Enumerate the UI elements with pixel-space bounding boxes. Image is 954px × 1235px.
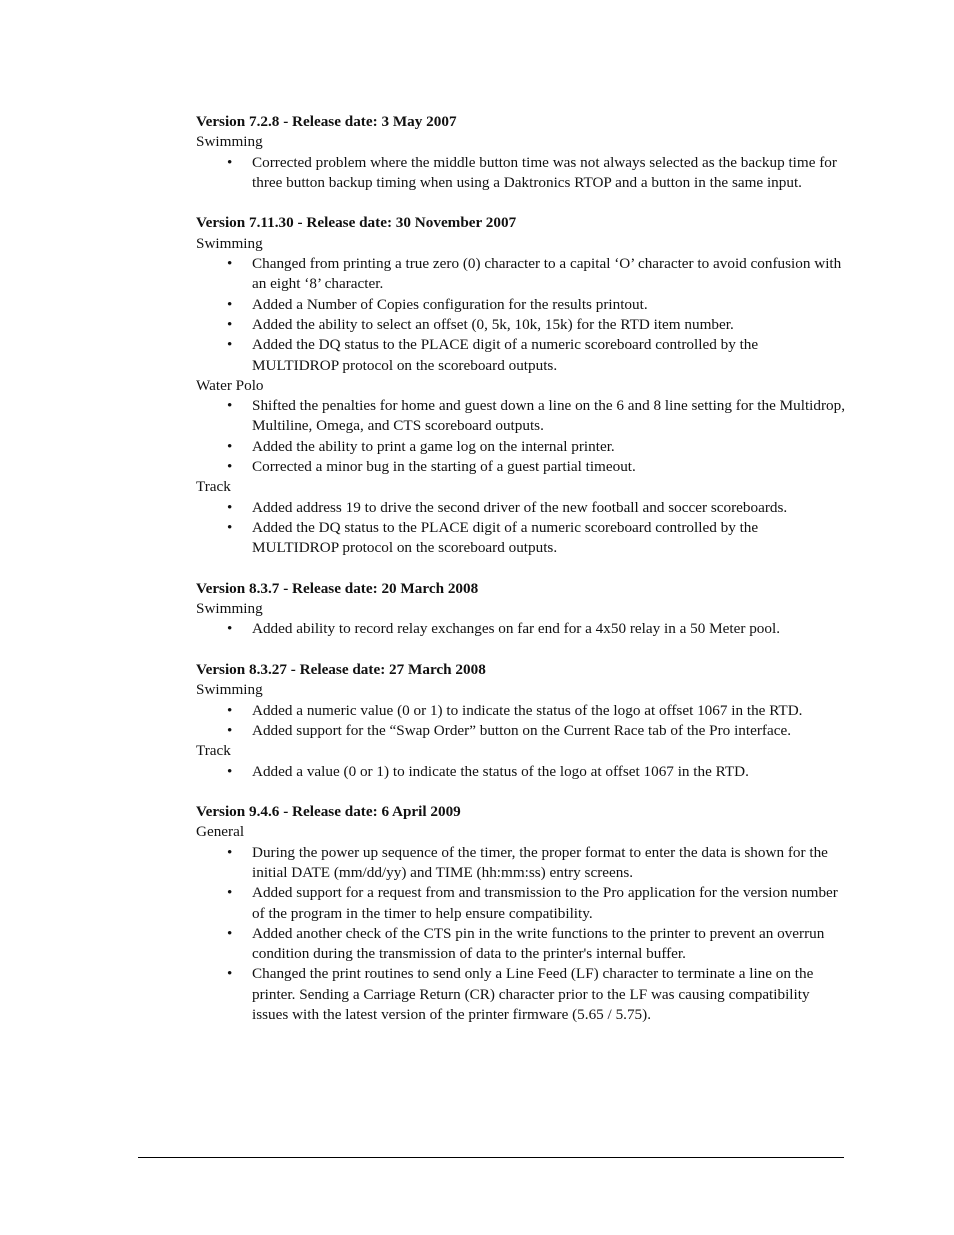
item-text: Added the ability to print a game log on the internal printer. bbox=[252, 437, 615, 455]
list-item bbox=[196, 843, 846, 884]
bullet-icon: • bbox=[227, 965, 233, 983]
version-block bbox=[196, 213, 846, 558]
version-title: Version 7.2.8 - Release date: 3 May 2007 bbox=[196, 113, 457, 130]
item-text: Added a value (0 or 1) to indicate the status of the logo at offset 1067 in the RTD. bbox=[252, 762, 749, 780]
list-item bbox=[196, 619, 846, 639]
item-text: Added ability to record relay exchanges on far end for a 4x50 relay in a 50 Meter pool. bbox=[252, 620, 780, 638]
item-text: Corrected a minor bug in the starting of a guest partial timeout. bbox=[252, 458, 636, 476]
list-item bbox=[196, 924, 846, 965]
bullet-icon: • bbox=[227, 255, 233, 273]
list-item bbox=[196, 518, 846, 559]
change-list bbox=[196, 701, 846, 742]
bullet-icon: • bbox=[227, 518, 233, 536]
version-block bbox=[196, 579, 846, 640]
list-item bbox=[196, 883, 846, 924]
release-notes bbox=[196, 112, 846, 1046]
change-list bbox=[196, 498, 846, 559]
sport-heading: Swimming bbox=[196, 681, 263, 699]
version-block bbox=[196, 112, 846, 193]
change-list bbox=[196, 153, 846, 194]
bullet-icon: • bbox=[227, 315, 233, 333]
item-text: Shifted the penalties for home and guest down a line on the 6 and 8 line setting for the Multidrop, Multiline, Omega, and CTS scoreboard outputs. bbox=[252, 397, 846, 435]
sport-heading: Water Polo bbox=[196, 376, 264, 394]
change-list bbox=[196, 619, 846, 639]
sport-heading: Swimming bbox=[196, 600, 263, 618]
sport-heading: Swimming bbox=[196, 234, 263, 252]
sport-heading: Swimming bbox=[196, 133, 263, 151]
item-text: Added another check of the CTS pin in the write functions to the printer to prevent an overrun condition during the transmission of data to the printer's internal buffer. bbox=[252, 924, 825, 963]
list-item bbox=[196, 762, 846, 782]
list-item bbox=[196, 721, 846, 741]
item-text: Added the DQ status to the PLACE digit of a numeric scoreboard controlled by the MULTIDROP protocol on the scoreboard outputs. bbox=[252, 518, 759, 557]
version-block bbox=[196, 660, 846, 782]
bullet-icon: • bbox=[227, 721, 233, 739]
version-title: Version 7.11.30 - Release date: 30 November 2007 bbox=[196, 214, 517, 232]
version-title: Version 9.4.6 - Release date: 6 April 2009 bbox=[196, 803, 461, 821]
bullet-icon: • bbox=[227, 295, 233, 313]
item-text: Changed from printing a true zero (0) character to a capital ‘O’ character to avoid confusion with an eight ‘8’ character. bbox=[252, 255, 842, 293]
list-item bbox=[196, 153, 846, 194]
change-list bbox=[196, 396, 846, 477]
item-text: Added support for a request from and transmission to the Pro application for the version number of the program in the timer to help ensure compatibility. bbox=[252, 884, 838, 922]
item-text: Added address 19 to drive the second driver of the new football and soccer scoreboards. bbox=[252, 498, 788, 516]
list-item bbox=[196, 498, 846, 518]
list-item bbox=[196, 315, 846, 335]
list-item bbox=[196, 254, 846, 295]
item-text: Added a numeric value (0 or 1) to indicate the status of the logo at offset 1067 in the RTD. bbox=[252, 701, 803, 719]
item-text: Added the DQ status to the PLACE digit of a numeric scoreboard controlled by the MULTIDROP protocol on the scoreboard outputs. bbox=[252, 336, 759, 374]
sport-heading: General bbox=[196, 823, 245, 841]
bullet-icon: • bbox=[227, 701, 233, 719]
version-block bbox=[196, 802, 846, 1025]
list-item bbox=[196, 964, 846, 1025]
item-text: Added a Number of Copies configuration for the results printout. bbox=[252, 295, 648, 313]
list-item bbox=[196, 295, 846, 315]
change-list bbox=[196, 762, 846, 782]
version-title: Version 8.3.27 - Release date: 27 March 2008 bbox=[196, 661, 486, 679]
footer-rule bbox=[138, 1157, 844, 1158]
change-list bbox=[196, 254, 846, 376]
sport-heading: Track bbox=[196, 742, 231, 760]
item-text: During the power up sequence of the timer, the proper format to enter the data is shown for the initial DATE (mm/dd/yy) and TIME (hh:mm:ss) entry screens. bbox=[252, 843, 828, 881]
bullet-icon: • bbox=[227, 153, 233, 171]
bullet-icon: • bbox=[227, 924, 233, 942]
bullet-icon: • bbox=[227, 437, 233, 455]
bullet-icon: • bbox=[227, 762, 233, 780]
item-text: Added support for the “Swap Order” button on the Current Race tab of the Pro interface. bbox=[252, 721, 791, 739]
bullet-icon: • bbox=[227, 843, 233, 861]
version-title: Version 8.3.7 - Release date: 20 March 2008 bbox=[196, 579, 479, 597]
bullet-icon: • bbox=[227, 458, 233, 476]
list-item bbox=[196, 335, 846, 376]
bullet-icon: • bbox=[227, 498, 233, 516]
change-list bbox=[196, 843, 846, 1026]
item-text: Added the ability to select an offset (0, 5k, 10k, 15k) for the RTD item number. bbox=[252, 315, 734, 333]
sport-heading: Track bbox=[196, 478, 231, 496]
bullet-icon: • bbox=[227, 884, 233, 902]
bullet-icon: • bbox=[227, 336, 233, 354]
list-item bbox=[196, 457, 846, 477]
list-item bbox=[196, 396, 846, 437]
bullet-icon: • bbox=[227, 620, 233, 638]
list-item bbox=[196, 437, 846, 457]
list-item bbox=[196, 701, 846, 721]
item-text: Corrected problem where the middle button time was not always selected as the backup time for three button backup timing when using a Daktronics RTOP and a button in the same input. bbox=[252, 153, 837, 191]
item-text: Changed the print routines to send only a Line Feed (LF) character to terminate a line on the printer. Sending a Carriage Return (CR) character prior to the LF was causing compatibility issues with the latest version of the printer firmware (5.65 / 5.75). bbox=[252, 965, 814, 1024]
bullet-icon: • bbox=[227, 397, 233, 415]
